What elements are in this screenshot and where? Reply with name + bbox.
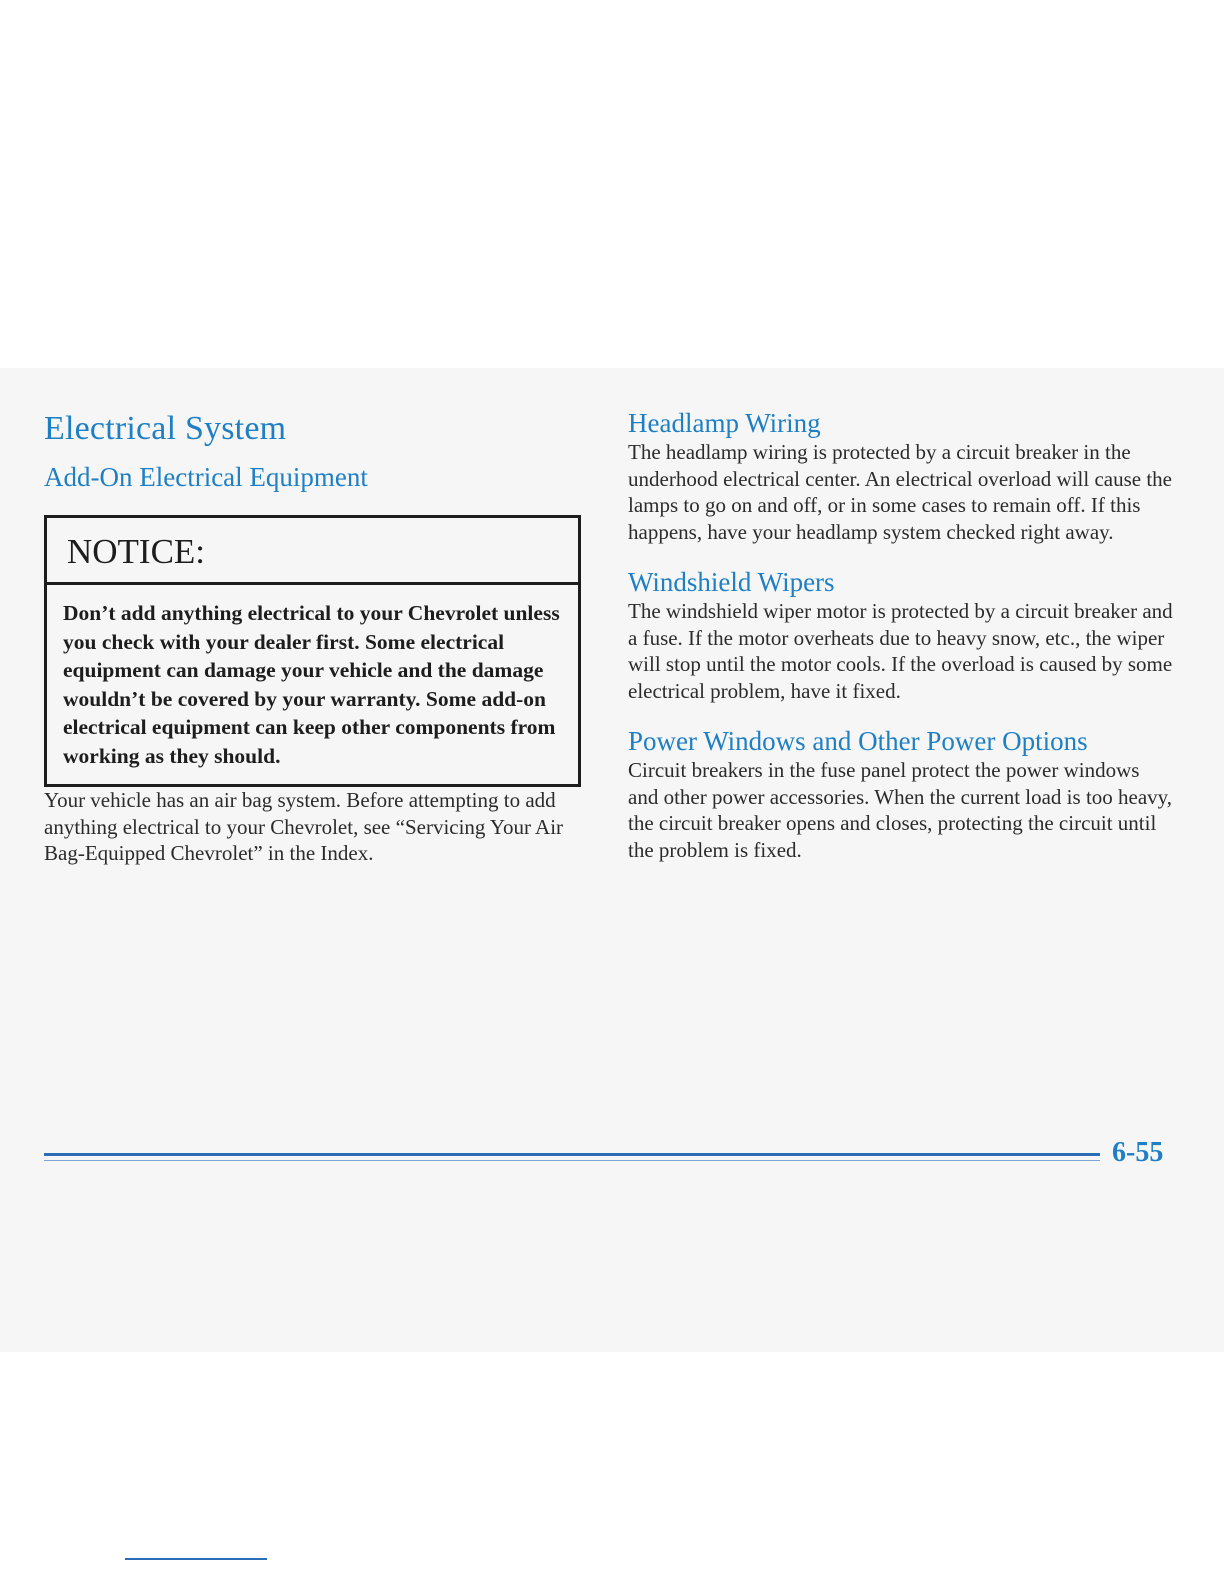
windshield-wipers-heading: Windshield Wipers — [628, 567, 835, 597]
footer-rule — [44, 1153, 1100, 1162]
power-windows-heading: Power Windows and Other Power Options — [628, 726, 1088, 756]
page-number: 6-55 — [1112, 1137, 1164, 1168]
power-windows-paragraph: Circuit breakers in the fuse panel protect the power windows and other power accessories. When the current load is too heavy, the circuit breaker opens and closes, protecting the circuit until the problem is fixed. — [628, 758, 1173, 862]
headlamp-wiring-paragraph: The headlamp wiring is protected by a circuit breaker in the underhood electrical center. An electrical overload will cause the lamps to go on and off, or in some cases to remain off. If this happens, have your headlamp system checked right away. — [628, 440, 1173, 544]
section-title: Electrical System — [44, 410, 287, 447]
subsection-title: Add-On Electrical Equipment — [44, 462, 368, 492]
windshield-wipers-paragraph: The windshield wiper motor is protected by a circuit breaker and a fuse. If the motor overheats due to heavy snow, etc., the wiper will stop until the motor cools. If the overload is caused by some electrical problem, have it fixed. — [628, 599, 1173, 703]
decorative-rule — [125, 1558, 267, 1560]
left-column — [44, 410, 589, 867]
right-column — [628, 408, 1173, 863]
notice-box — [44, 515, 581, 787]
notice-heading: NOTICE: — [47, 518, 578, 585]
headlamp-wiring-heading: Headlamp Wiring — [628, 408, 821, 438]
notice-text: Don’t add anything electrical to your Chevrolet unless you check with your dealer first. Some electrical equipment can damage your vehicle and the damage wouldn’t be covered by your warranty. Some add-on electrical equipment can keep other components from working as they should. — [63, 601, 560, 768]
air-bag-paragraph: Your vehicle has an air bag system. Before attempting to add anything electrical to your Chevrolet, see “Servicing Your Air Bag-Equipped Chevrolet” in the Index. — [44, 788, 564, 865]
